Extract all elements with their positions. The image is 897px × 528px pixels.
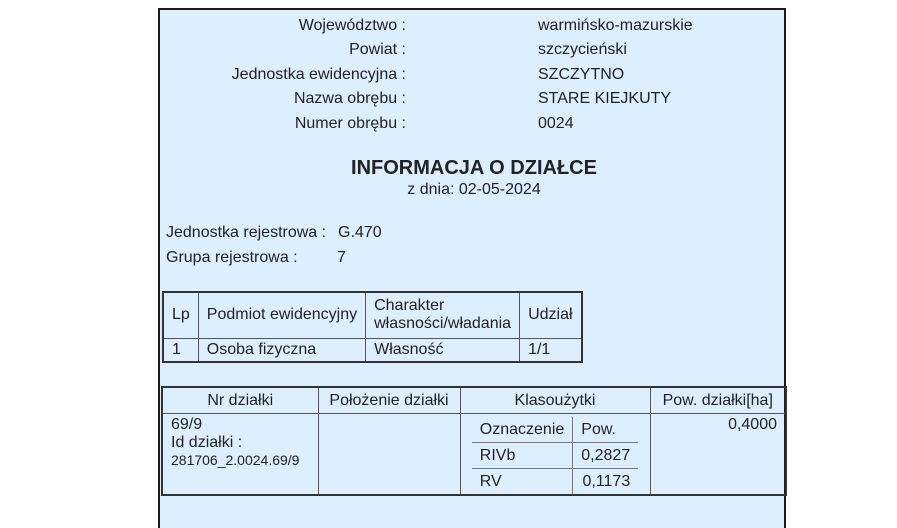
register-group-label: Grupa rejestrowa : bbox=[166, 249, 298, 266]
header-symbol: Oznaczenie bbox=[479, 420, 565, 438]
document-date: z dnia: 02-05-2024 bbox=[407, 181, 541, 198]
owner-subject: Osoba fizyczna bbox=[198, 338, 365, 362]
registry-unit-label: Jednostka ewidencyjna : bbox=[231, 66, 406, 83]
parcel-area: 0,4000 bbox=[650, 414, 786, 496]
precinct-number-value: 0024 bbox=[538, 115, 574, 132]
owner-character: Własność bbox=[366, 338, 520, 362]
class-area: 0,1173 bbox=[573, 469, 638, 495]
table-row bbox=[162, 414, 786, 496]
header-subject: Podmiot ewidencyjny bbox=[198, 292, 365, 338]
header-character-line1: Charakter bbox=[374, 297, 445, 315]
county-value: szczycieński bbox=[538, 41, 627, 58]
owners-table bbox=[162, 291, 583, 363]
land-classes-cell bbox=[460, 414, 650, 496]
precinct-name-label: Nazwa obrębu : bbox=[293, 90, 406, 107]
land-classes-table bbox=[472, 417, 638, 494]
header-share: Udział bbox=[520, 292, 582, 338]
class-area: 0,2827 bbox=[573, 443, 638, 469]
parcel-location-cell bbox=[318, 414, 460, 496]
table-row bbox=[472, 443, 638, 469]
header-parcel-area: Pow. działki[ha] bbox=[650, 387, 786, 414]
parcel-number: 69/9 bbox=[171, 416, 203, 433]
document-title: INFORMACJA O DZIAŁCE bbox=[351, 157, 597, 179]
land-classes-header bbox=[472, 417, 638, 443]
header-class-area: Pow. bbox=[573, 417, 638, 443]
class-symbol: RIVb bbox=[472, 443, 573, 469]
registry-unit-value: SZCZYTNO bbox=[538, 66, 625, 83]
parcel-table bbox=[161, 386, 787, 496]
parcel-id-label: Id działki : bbox=[171, 434, 243, 451]
parcel-table-header bbox=[162, 387, 786, 414]
class-symbol: RV bbox=[472, 469, 573, 495]
register-unit-label: Jednostka rejestrowa : bbox=[166, 224, 327, 241]
owner-lp: 1 bbox=[163, 338, 198, 362]
county-label: Powiat : bbox=[349, 41, 406, 58]
header-lp: Lp bbox=[163, 292, 198, 338]
parcel-id-value: 281706_2.0024.69/9 bbox=[171, 452, 300, 468]
header-parcel-location: Położenie działki bbox=[318, 387, 460, 414]
register-unit-value: G.470 bbox=[338, 224, 382, 241]
header-parcel-number: Nr działki bbox=[162, 387, 318, 414]
precinct-name-value: STARE KIEJKUTY bbox=[538, 90, 672, 107]
table-row bbox=[472, 469, 638, 495]
voivodeship-label: Województwo : bbox=[298, 17, 406, 34]
table-row bbox=[163, 338, 582, 362]
owner-share: 1/1 bbox=[520, 338, 582, 362]
header-land-classes: Klasoużytki bbox=[460, 387, 650, 414]
header-character-line2: własności/władania bbox=[374, 315, 512, 333]
parcel-info-panel bbox=[158, 8, 786, 528]
owners-table-header bbox=[163, 292, 582, 338]
precinct-number-label: Numer obrębu : bbox=[294, 115, 406, 132]
voivodeship-value: warmińsko-mazurskie bbox=[538, 17, 693, 34]
header-character bbox=[366, 292, 520, 338]
register-group-value: 7 bbox=[337, 249, 346, 266]
parcel-number-cell bbox=[162, 414, 318, 496]
